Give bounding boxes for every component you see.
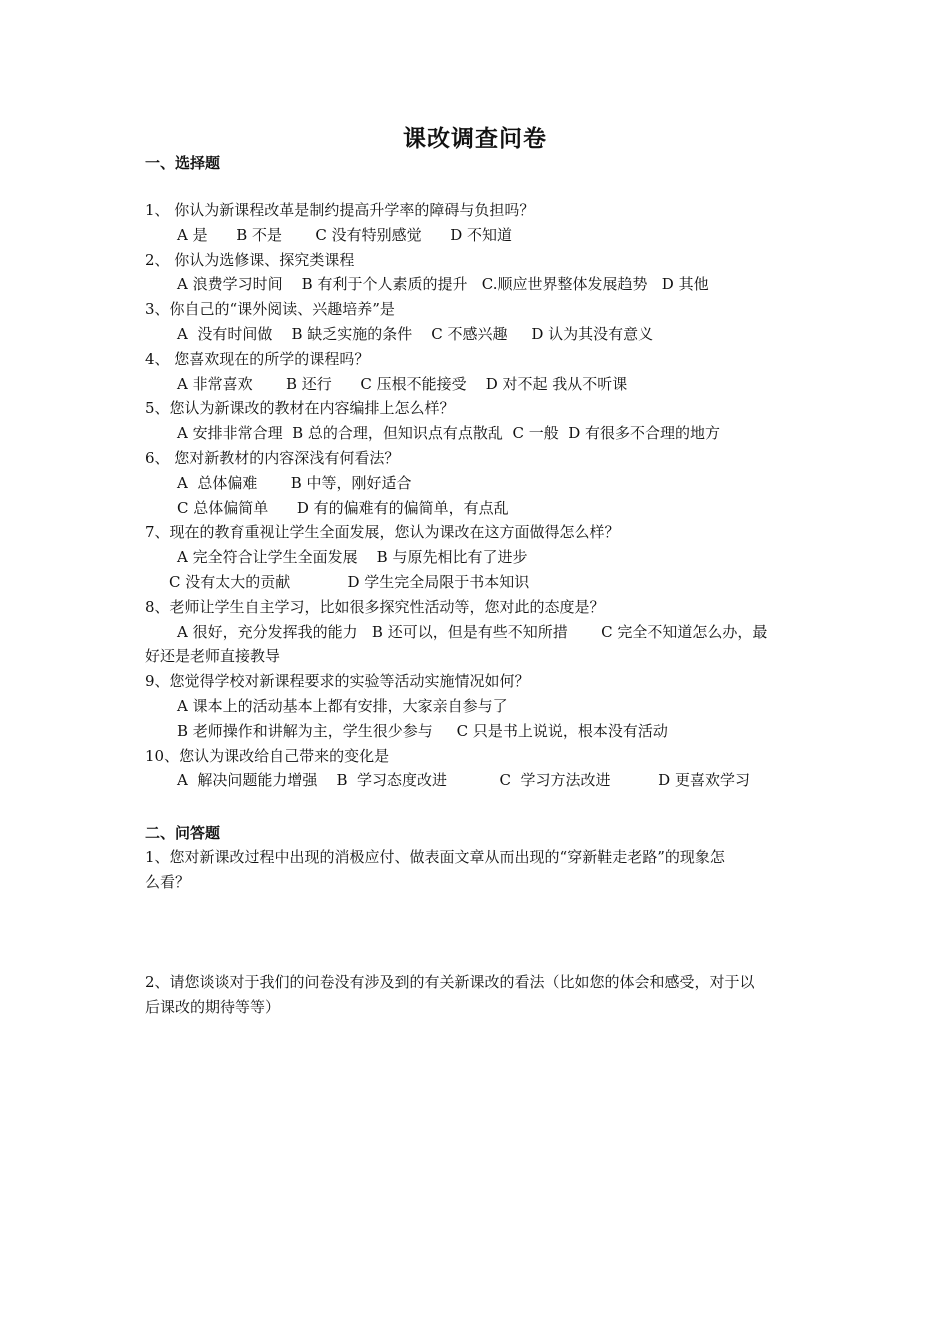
question-6-options-b: C 总体偏简单 D 有的偏难有的偏简单，有点乱 — [177, 498, 509, 517]
qa-question-2-line1: 2、请您谈谈对于我们的问卷没有涉及到的有关新课改的看法（比如您的体会和感受，对于以 — [145, 973, 755, 991]
question-1-options: A 是 B 不是 C 没有特别感觉 D 不知道 — [177, 225, 513, 244]
question-8-options-line1: A 很好，充分发挥我的能力 B 还可以，但是有些不知所措 C 完全不知道怎么办，最 — [177, 622, 768, 641]
question-10-options: A 解决问题能力增强 B 学习态度改进 C 学习方法改进 D 更喜欢学习 — [177, 771, 750, 790]
question-2: 2、 你认为选修课、探究类课程 — [145, 250, 355, 269]
question-3-options: A 没有时间做 B 缺乏实施的条件 C 不感兴趣 D 认为其没有意义 — [177, 324, 654, 343]
question-4-options: A 非常喜欢 B 还行 C 压根不能接受 D 对不起 我从不听课 — [177, 374, 628, 393]
question-8-options-line2: 好还是老师直接教导 — [145, 647, 281, 666]
question-10: 10、您认为课改给自己带来的变化是 — [145, 746, 390, 765]
question-6: 6、 您对新教材的内容深浅有何看法？ — [145, 448, 400, 467]
question-1: 1、 你认为新课程改革是制约提高升学率的障碍与负担吗？ — [145, 201, 535, 219]
qa-question-1-line2: 么看？ — [145, 872, 191, 891]
question-6-options-a: A 总体偏难 B 中等，刚好适合 — [177, 473, 412, 492]
qa-question-2-line2: 后课改的期待等等） — [145, 997, 281, 1016]
section-heading-choice: 一、选择题 — [145, 154, 221, 172]
question-9: 9、您觉得学校对新课程要求的实验等活动实施情况如何？ — [145, 672, 530, 691]
page-title: 课改调查问卷 — [403, 125, 547, 152]
question-5: 5、您认为新课改的教材在内容编排上怎么样？ — [145, 399, 455, 418]
question-7-options-a: A 完全符合让学生全面发展 B 与原先相比有了进步 — [177, 548, 528, 567]
question-8: 8、老师让学生自主学习，比如很多探究性活动等，您对此的态度是？ — [145, 597, 605, 616]
qa-question-1 — [145, 845, 815, 895]
question-2-options: A 浪费学习时间 B 有利于个人素质的提升 C.顺应世界整体发展趋势 D 其他 — [177, 275, 709, 294]
question-9-options-b: B 老师操作和讲解为主，学生很少参与 C 只是书上说说，根本没有活动 — [177, 721, 668, 740]
choice-questions — [145, 198, 815, 793]
question-4: 4、 您喜欢现在的所学的课程吗？ — [145, 349, 370, 368]
qa-question-1-line1: 1、您对新课改过程中出现的消极应付、做表面文章从而出现的“穿新鞋走老路”的现象怎 — [145, 848, 725, 866]
question-5-options: A 安排非常合理 B 总的合理，但知识点有点散乱 C 一般 D 有很多不合理的地方 — [177, 424, 721, 443]
question-7: 7、现在的教育重视让学生全面发展，您认为课改在这方面做得怎么样？ — [145, 523, 620, 542]
qa-question-2 — [145, 970, 815, 1020]
question-3: 3、你自己的“课外阅读、兴趣培养”是 — [145, 300, 395, 319]
question-9-options-a: A 课本上的活动基本上都有安排，大家亲自参与了 — [177, 696, 508, 715]
section-heading-qa: 二、问答题 — [145, 824, 221, 842]
question-7-options-b: C 没有太大的贡献 D 学生完全局限于书本知识 — [169, 572, 530, 591]
